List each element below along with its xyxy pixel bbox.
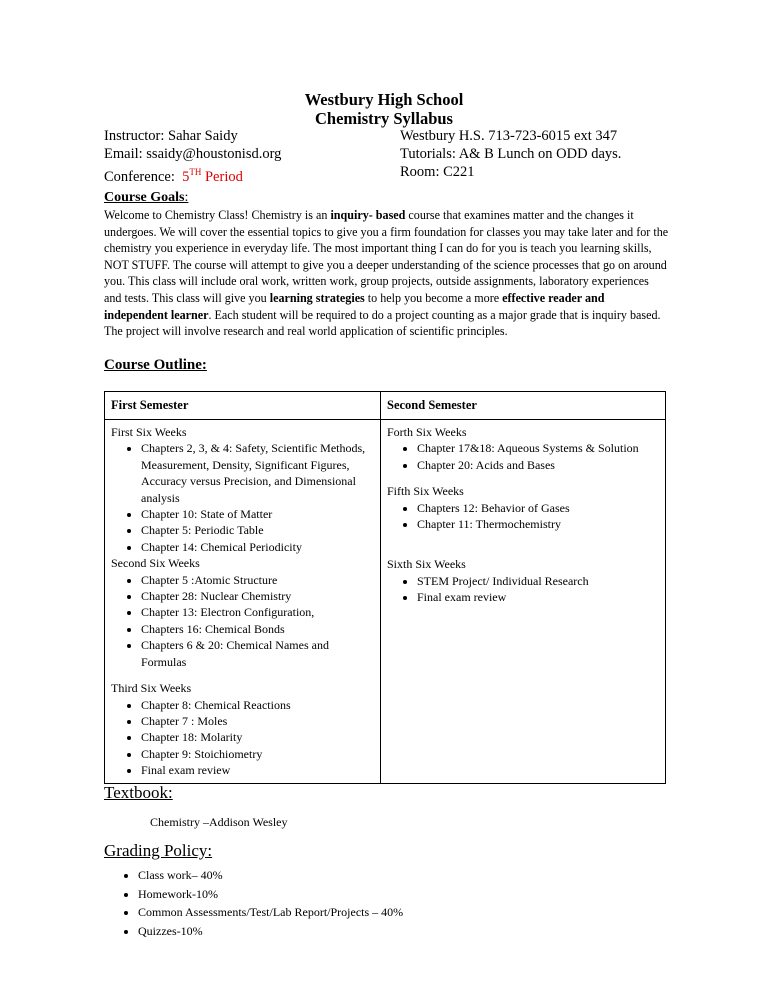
chapter-item: • Chapter 20: Acids and Bases — [417, 457, 659, 473]
chapter-item: • Chapter 7 : Moles — [141, 713, 374, 729]
chapter-item: • STEM Project/ Individual Research — [417, 573, 659, 589]
chapter-item: • Chapter 11: Thermochemistry — [417, 516, 659, 532]
course-outline-table — [104, 391, 666, 784]
goals-text-segment: course that examines matter and the changes it undergoes. We will cover the essential topics to give you a firm foundation for classes you may take later and for the chemistry you experience in everyday life. The most important thing I can do for you is teach you learning skills, NOT STUFF. The course will attempt to give you a deeper understanding of the science processes that go on around you. This class will include oral work, written work, group projects, outside assignments, laboratory experiences and tests. This class will give you — [104, 208, 669, 305]
grading-item: • Common Assessments/Test/Lab Report/Projects – 40% — [138, 903, 403, 922]
six-weeks-label: Sixth Six Weeks — [387, 557, 466, 572]
chapter-list — [387, 500, 659, 533]
school-name: Westbury High School — [304, 90, 464, 109]
chapter-item: • Chapter 5: Periodic Table — [141, 522, 374, 538]
first-semester-cell — [105, 420, 381, 784]
six-weeks-label: Fifth Six Weeks — [387, 484, 464, 499]
six-weeks-label: Third Six Weeks — [111, 681, 192, 696]
conference: Conference: 5TH Period — [104, 167, 243, 185]
chapter-item: • Chapter 18: Molarity — [141, 729, 374, 745]
phone: Westbury H.S. 713-723-6015 ext 347 — [400, 128, 618, 144]
goals-text-segment: Welcome to Chemistry Class! Chemistry is an — [104, 208, 331, 222]
chapter-item: • Chapter 8: Chemical Reactions — [141, 697, 374, 713]
room: Room: C221 — [400, 164, 475, 180]
grading-item: • Quizzes-10% — [138, 922, 403, 941]
chapter-item: • Chapters 6 & 20: Chemical Names and Formulas — [141, 637, 374, 670]
course-goals-paragraph — [104, 207, 669, 340]
chapter-item: • Chapter 9: Stoichiometry — [141, 746, 374, 762]
textbook-value: Chemistry –Addison Wesley — [150, 815, 288, 829]
first-semester-header: First Semester — [105, 392, 381, 420]
instructor: Instructor: Sahar Saidy — [104, 128, 238, 144]
grading-list — [104, 866, 403, 940]
course-goals-heading: Course Goals: — [104, 190, 189, 205]
goals-text-segment: . Each student will be required to do a project counting as a major grade that is inquiry based. The project will involve research and real world application of scientific principles. — [104, 307, 661, 339]
textbook-heading: Textbook: — [104, 783, 173, 802]
grading-item: • Homework-10% — [138, 885, 403, 904]
second-semester-header: Second Semester — [381, 392, 666, 420]
second-semester-cell — [381, 420, 666, 784]
chapter-list — [387, 573, 659, 606]
chapter-item: • Chapters 2, 3, & 4: Safety, Scientific Methods, Measurement, Density, Significant Figures, Accuracy versus Precision, and Dimensional analysis — [141, 440, 374, 506]
goals-text-segment: inquiry- based — [330, 208, 406, 222]
chapter-item: • Chapter 14: Chemical Periodicity — [141, 539, 374, 555]
instructor-info — [104, 127, 281, 186]
chapter-item: • Final exam review — [417, 589, 659, 605]
grading-policy-heading: Grading Policy: — [104, 841, 213, 860]
chapter-list — [111, 697, 374, 779]
school-contact-info — [400, 127, 621, 181]
email: Email: ssaidy@houstonisd.org — [104, 146, 282, 162]
chapter-item: • Chapter 10: State of Matter — [141, 506, 374, 522]
chapter-list — [387, 440, 659, 473]
six-weeks-label: Second Six Weeks — [111, 556, 200, 571]
chapter-item: • Chapters 16: Chemical Bonds — [141, 621, 374, 637]
chapter-item: • Chapter 28: Nuclear Chemistry — [141, 588, 374, 604]
tutorials: Tutorials: A& B Lunch on ODD days. — [400, 146, 622, 162]
chapter-list — [111, 572, 374, 670]
course-outline-heading: Course Outline: — [104, 357, 207, 373]
six-weeks-label: Forth Six Weeks — [387, 425, 467, 439]
chapter-item: • Chapters 12: Behavior of Gases — [417, 500, 659, 516]
document-title: Chemistry Syllabus — [315, 109, 453, 128]
grading-item: • Class work– 40% — [138, 866, 403, 885]
six-weeks-label: First Six Weeks — [111, 425, 187, 439]
goals-text-segment: learning strategies — [269, 290, 365, 305]
chapter-item: • Final exam review — [141, 762, 374, 778]
chapter-list — [111, 440, 374, 555]
chapter-item: • Chapter 17&18: Aqueous Systems & Solution — [417, 440, 659, 456]
goals-text-segment: effective reader and independent learner — [104, 290, 605, 322]
goals-text-segment: to help you become a more — [364, 290, 503, 305]
chapter-item: • Chapter 5 :Atomic Structure — [141, 572, 374, 588]
chapter-item: • Chapter 13: Electron Configuration, — [141, 604, 374, 620]
